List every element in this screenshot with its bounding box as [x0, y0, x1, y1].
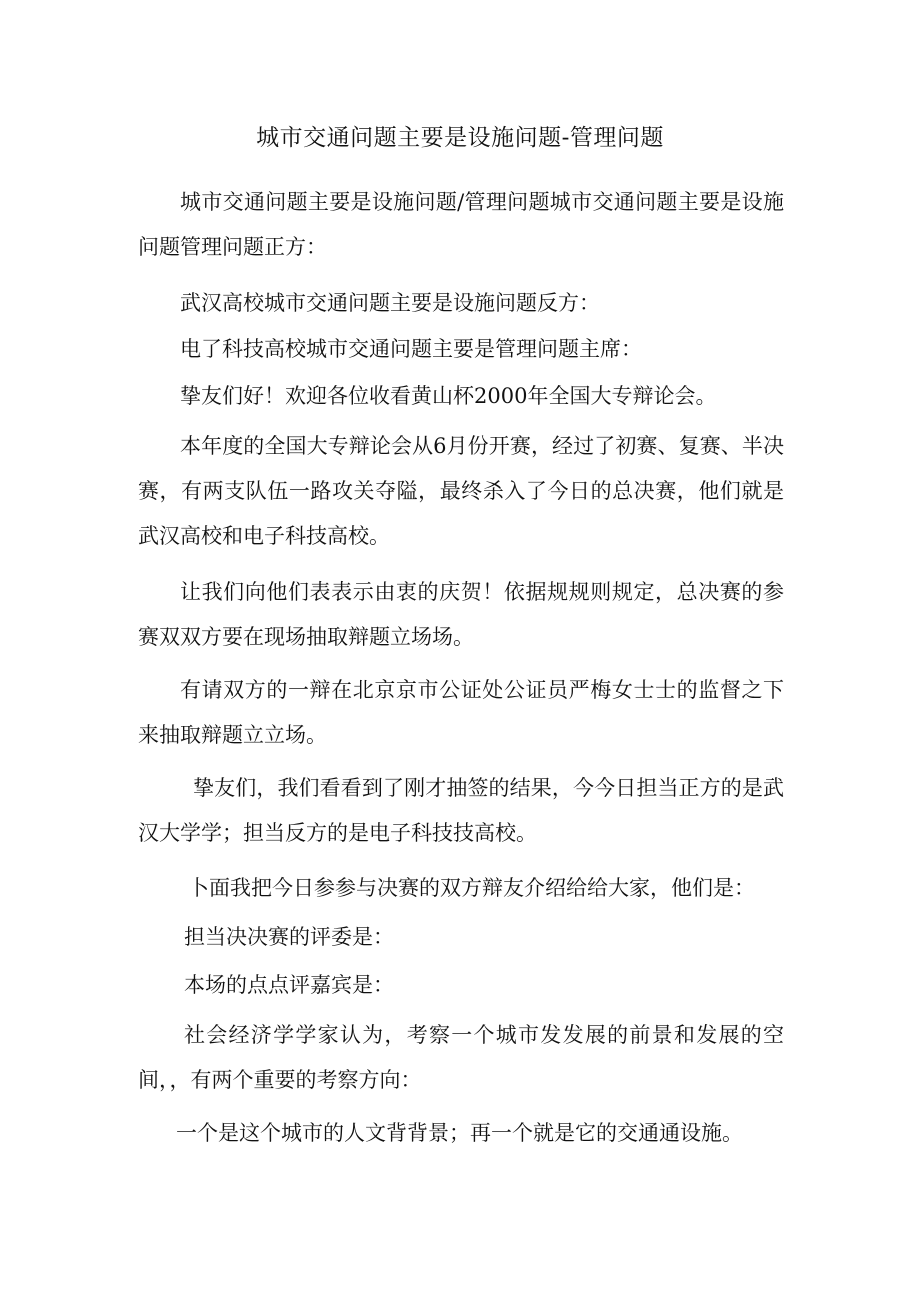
- paragraph: 电了科技高校城市交通问题主要是管理问题主席：: [180, 337, 642, 361]
- paragraph: 卜面我把今日参参与决赛的双方辩友介绍给给大家，他们是：: [188, 876, 755, 900]
- paragraph: 挚友们好！欢迎各位收看黄山杯2000年全国大专辩论会。: [180, 384, 717, 408]
- paragraph: 城市交通问题主要是设施问题/管理问题城市交通问题主要是设施问题管理问题正方：: [138, 190, 784, 259]
- paragraph: 一个是这个城市的人文背背景；再一个就是它的交通通设施。: [176, 1121, 743, 1145]
- paragraph: 本年度的全国大专辩论会从6月份开赛，经过了初赛、复赛、半决赛，有两支队伍一路攻关夺隘，最终杀入了今日的总决赛，他们就是武汉高校和电子科技高校。: [138, 434, 784, 548]
- paragraph: 有请双方的一辩在北京京市公证处公证员严梅女士士的监督之下来抽取辩题立立场。: [138, 678, 784, 747]
- paragraph: 武汉高校城市交通问题主要是设施问题反方：: [180, 291, 600, 315]
- paragraph: 让我们向他们表表示由衷的庆贺！依据规规则规定，总决赛的参赛双双方要在现场抽取辩题立场场。: [138, 580, 784, 649]
- paragraph: 社会经济学学家认为，考察一个城市发发展的前景和发展的空间，，有两个重要的考察方向：: [138, 1023, 784, 1092]
- paragraph: 挚友们，我们看看到了刚才抽签的结果，今今日担当正方的是武汉大学学；担当反方的是电子科技技高校。: [138, 776, 784, 845]
- paragraph: 担当决决赛的评委是：: [184, 925, 394, 949]
- document-title: 城市交通问题主要是设施问题-管理问题: [256, 125, 664, 151]
- paragraph: 本场的点点评嘉宾是：: [184, 973, 394, 997]
